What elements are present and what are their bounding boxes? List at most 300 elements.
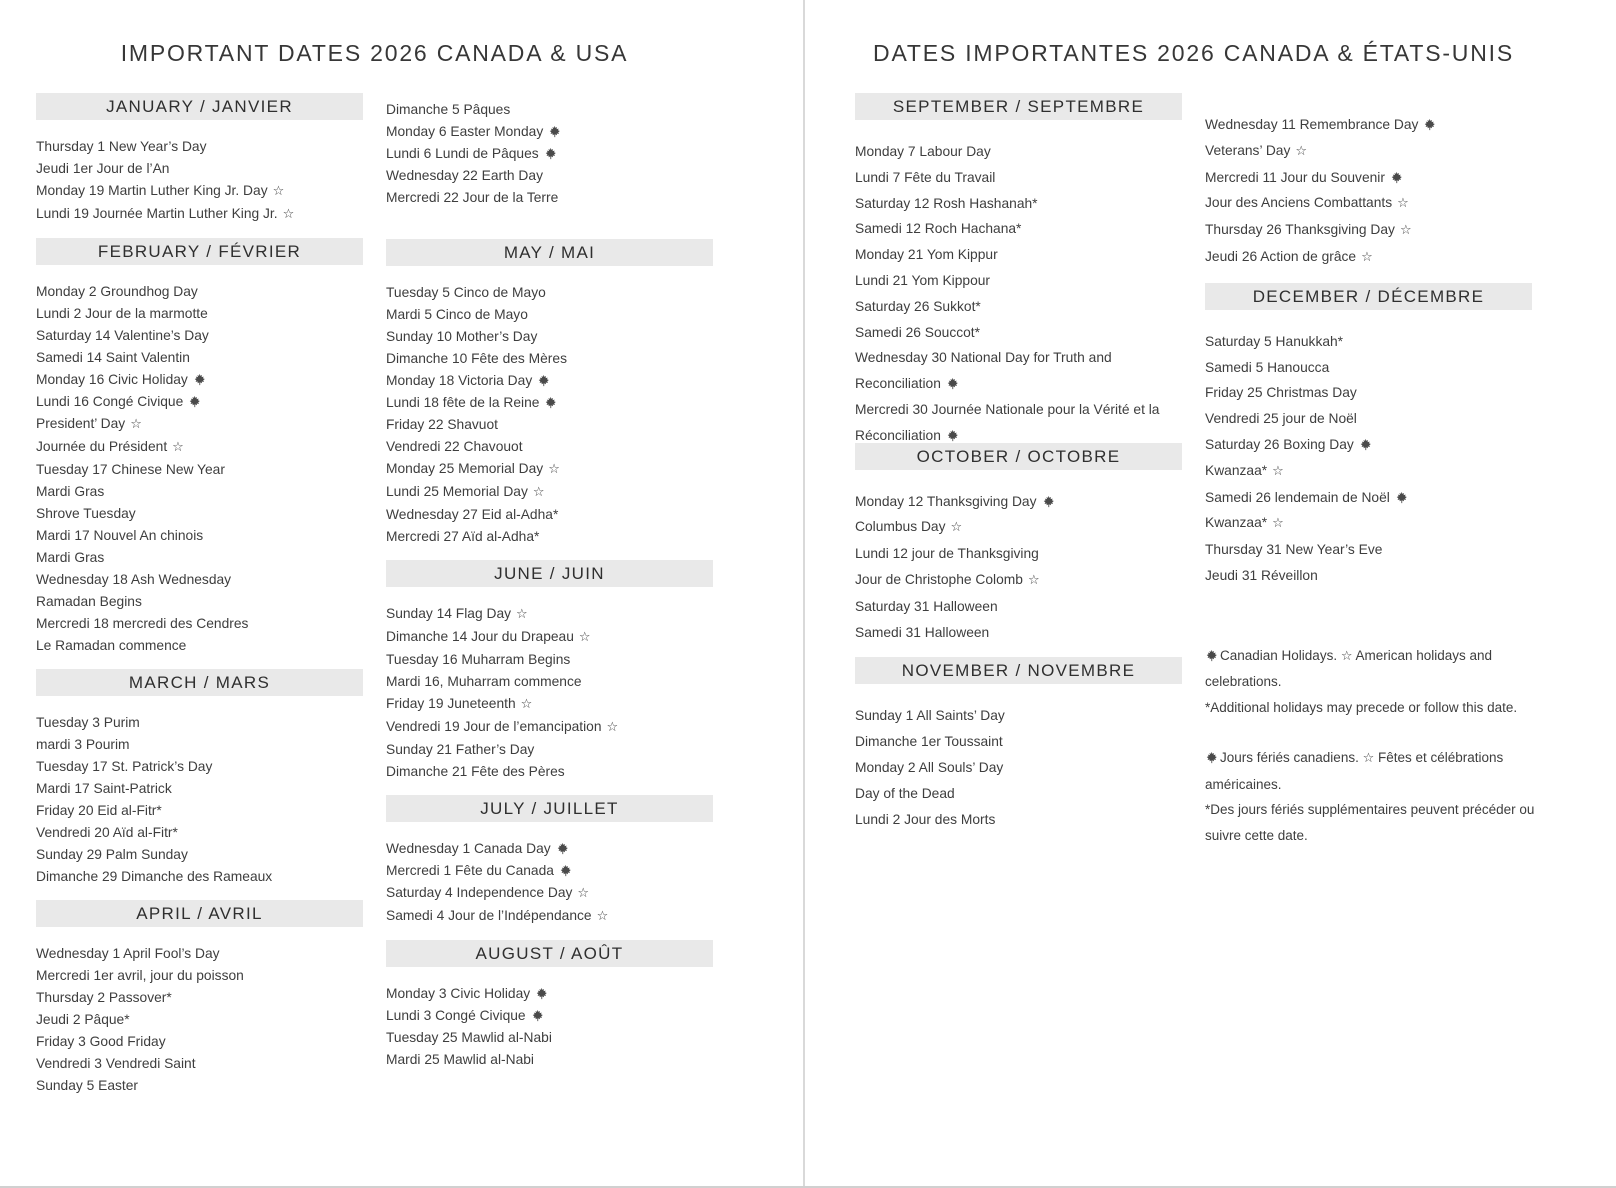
holiday-entry xyxy=(855,567,1182,594)
holiday-entry xyxy=(36,481,363,503)
holiday-entry xyxy=(386,905,713,928)
holiday-entry xyxy=(386,143,713,165)
american-star-icon: ☆ xyxy=(1295,143,1308,159)
holiday-entry xyxy=(1205,432,1532,458)
page-french xyxy=(805,0,1614,1186)
holiday-text: Kwanzaa* xyxy=(1205,462,1268,478)
holiday-entry xyxy=(36,635,363,657)
holiday-entry xyxy=(1205,138,1532,165)
page-content xyxy=(36,40,713,1097)
holiday-text: Saturday 14 Valentine’s Day xyxy=(36,328,209,343)
event-list xyxy=(36,281,363,657)
holiday-entry xyxy=(36,347,363,369)
holiday-entry xyxy=(855,755,1182,781)
holiday-text: Samedi 26 lendemain de Noël xyxy=(1205,489,1390,505)
page-english xyxy=(0,0,805,1186)
holiday-entry xyxy=(386,481,713,504)
holiday-text: Tuesday 17 St. Patrick’s Day xyxy=(36,759,213,774)
holiday-entry xyxy=(855,807,1182,833)
holiday-entry xyxy=(855,320,1182,346)
holiday-text: Monday 21 Yom Kippur xyxy=(855,247,998,263)
month-section xyxy=(855,93,1182,449)
holiday-entry xyxy=(386,326,713,348)
holiday-text: Dimanche 5 Pâques xyxy=(386,102,511,117)
holiday-entry xyxy=(386,671,713,693)
holiday-text: Dimanche 1er Toussaint xyxy=(855,734,1003,750)
holiday-entry xyxy=(855,165,1182,191)
holiday-text: Mardi Gras xyxy=(36,484,105,499)
holiday-text: Sunday 1 All Saints’ Day xyxy=(855,708,1005,724)
month-section xyxy=(386,560,713,783)
holiday-text: Vendredi 20 Aïd al-Fitr* xyxy=(36,825,178,840)
month-header: APRIL / AVRIL xyxy=(36,900,363,927)
holiday-text: Jeudi 26 Action de grâce xyxy=(1205,248,1357,264)
holiday-text: Monday 18 Victoria Day xyxy=(386,373,533,388)
american-star-icon: ☆ xyxy=(596,909,609,924)
canadian-maple-leaf-icon xyxy=(1205,751,1218,764)
american-star-icon: ☆ xyxy=(532,485,545,500)
holiday-text: Saturday 26 Boxing Day xyxy=(1205,436,1354,452)
month-header: NOVEMBER / NOVEMBRE xyxy=(855,657,1182,684)
event-list xyxy=(386,282,713,548)
holiday-text: Kwanzaa* xyxy=(1205,515,1268,531)
legend-text: Jours fériés canadiens. xyxy=(1220,750,1363,766)
holiday-text: Lundi 3 Congé Civique xyxy=(386,1008,526,1023)
holiday-entry xyxy=(36,158,363,180)
canadian-maple-leaf-icon xyxy=(946,429,959,442)
holiday-entry xyxy=(386,526,713,548)
holiday-entry xyxy=(855,139,1182,165)
holiday-entry xyxy=(386,739,713,761)
holiday-text: Lundi 12 jour de Thanksgiving xyxy=(855,546,1039,562)
american-star-icon: ☆ xyxy=(1361,249,1373,265)
holiday-text: Samedi 5 Hanoucca xyxy=(1205,359,1330,375)
holiday-text: Lundi 2 Jour de la marmotte xyxy=(36,306,208,321)
holiday-text: Lundi 25 Memorial Day xyxy=(386,484,528,499)
holiday-entry xyxy=(36,136,363,158)
event-list xyxy=(36,136,363,226)
holiday-entry xyxy=(36,436,363,459)
holiday-entry xyxy=(36,591,363,613)
holiday-entry xyxy=(386,99,713,121)
month-section xyxy=(1205,283,1532,589)
holiday-text: Veterans’ Day xyxy=(1205,142,1291,158)
holiday-text: Friday 25 Christmas Day xyxy=(1205,385,1357,401)
holiday-entry xyxy=(1205,217,1532,244)
holiday-entry xyxy=(386,187,713,209)
holiday-entry xyxy=(386,436,713,458)
holiday-entry xyxy=(36,844,363,866)
canadian-maple-leaf-icon xyxy=(193,373,206,386)
holiday-text: Lundi 18 fête de la Reine xyxy=(386,395,540,410)
column-right xyxy=(1205,93,1535,848)
canadian-maple-leaf-icon xyxy=(531,1009,544,1022)
canadian-maple-leaf-icon xyxy=(556,842,569,855)
month-header: MARCH / MARS xyxy=(36,669,363,696)
page-title-french: DATES IMPORTANTES 2026 CANADA & ÉTATS-UNIS xyxy=(873,40,1514,66)
holiday-entry xyxy=(855,594,1182,620)
holiday-text: Wednesday 11 Remembrance Day xyxy=(1205,117,1419,132)
holiday-text: Mardi 17 Nouvel An chinois xyxy=(36,528,204,543)
holiday-text: Lundi 7 Fête du Travail xyxy=(855,169,996,185)
holiday-text: Dimanche 14 Jour du Drapeau xyxy=(386,629,574,644)
holiday-text: Saturday 26 Sukkot* xyxy=(855,298,981,314)
canadian-maple-leaf-icon xyxy=(535,987,548,1000)
event-list xyxy=(1205,329,1532,589)
holiday-entry xyxy=(1205,485,1532,511)
holiday-entry xyxy=(36,413,363,436)
event-list xyxy=(36,943,363,1097)
month-section xyxy=(36,93,363,226)
american-star-icon: ☆ xyxy=(548,462,560,477)
columns xyxy=(855,93,1535,848)
holiday-text: Mardi 25 Mawlid al-Nabi xyxy=(386,1052,534,1067)
holiday-entry xyxy=(855,620,1182,646)
holiday-text: Monday 3 Civic Holiday xyxy=(386,986,531,1001)
holiday-entry xyxy=(855,345,1182,397)
month-section xyxy=(386,795,713,928)
holiday-entry xyxy=(36,547,363,569)
holiday-entry xyxy=(36,525,363,547)
event-list xyxy=(386,603,713,783)
holiday-entry xyxy=(855,268,1182,294)
holiday-text: Monday 12 Thanksgiving Day xyxy=(855,493,1037,509)
holiday-text: Monday 16 Civic Holiday xyxy=(36,372,188,387)
holiday-entry xyxy=(1205,165,1532,191)
holiday-entry xyxy=(855,514,1182,541)
holiday-entry xyxy=(36,778,363,800)
holiday-text: Tuesday 3 Purim xyxy=(36,715,140,730)
american-star-icon: ☆ xyxy=(1340,648,1353,664)
month-section xyxy=(386,239,713,548)
holiday-text: Wednesday 30 National Day for Truth and Reconciliation xyxy=(855,350,1112,392)
holiday-entry xyxy=(36,822,363,844)
columns xyxy=(36,93,713,1097)
holiday-entry xyxy=(386,882,713,905)
holiday-text: Lundi 19 Journée Martin Luther King Jr. xyxy=(36,206,278,221)
holiday-entry xyxy=(386,348,713,370)
holiday-text: Samedi 31 Halloween xyxy=(855,624,990,640)
holiday-text: Mardi 17 Saint-Patrick xyxy=(36,781,172,796)
holiday-text: Mercredi 30 Journée Nationale pour la Vérité et la Réconciliation xyxy=(855,401,1160,443)
holiday-text: Monday 25 Memorial Day xyxy=(386,461,544,476)
american-star-icon: ☆ xyxy=(172,440,184,455)
holiday-text: Saturday 31 Halloween xyxy=(855,598,998,614)
holiday-text: Le Ramadan commence xyxy=(36,638,187,653)
holiday-entry xyxy=(386,1049,713,1071)
month-section xyxy=(855,657,1182,832)
holiday-text: Vendredi 25 jour de Noël xyxy=(1205,411,1357,427)
holiday-text: Jeudi 31 Réveillon xyxy=(1205,567,1318,583)
holiday-entry xyxy=(36,756,363,778)
canadian-maple-leaf-icon xyxy=(1359,438,1372,451)
legend xyxy=(1205,643,1537,849)
holiday-text: Friday 22 Shavuot xyxy=(386,417,498,432)
column-left xyxy=(855,93,1182,832)
holiday-entry xyxy=(855,489,1182,515)
american-star-icon: ☆ xyxy=(1272,516,1284,532)
american-star-icon: ☆ xyxy=(1399,223,1412,239)
holiday-text: mardi 3 Pourim xyxy=(36,737,130,752)
canadian-maple-leaf-icon xyxy=(188,395,201,408)
holiday-text: Journée du Président xyxy=(36,439,168,454)
holiday-entry xyxy=(36,866,363,888)
canadian-maple-leaf-icon xyxy=(544,147,557,160)
holiday-entry xyxy=(386,983,713,1005)
holiday-text: Wednesday 1 April Fool’s Day xyxy=(36,946,220,961)
legend-paragraph xyxy=(1205,643,1537,695)
holiday-text: Ramadan Begins xyxy=(36,594,142,609)
holiday-text: Wednesday 1 Canada Day xyxy=(386,841,551,856)
holiday-entry xyxy=(36,325,363,347)
holiday-entry xyxy=(36,369,363,391)
holiday-entry xyxy=(36,613,363,635)
holiday-entry xyxy=(36,1075,363,1097)
holiday-text: Samedi 4 Jour de l’Indépendance xyxy=(386,908,592,923)
month-section xyxy=(855,443,1182,646)
holiday-entry xyxy=(36,734,363,756)
legend-text: Canadian Holidays. xyxy=(1220,647,1341,663)
holiday-entry xyxy=(386,121,713,143)
american-star-icon: ☆ xyxy=(950,520,963,536)
legend-paragraph xyxy=(1205,797,1537,848)
american-star-icon: ☆ xyxy=(272,184,285,199)
holiday-entry xyxy=(855,729,1182,755)
holiday-entry xyxy=(36,1009,363,1031)
american-star-icon: ☆ xyxy=(578,630,591,645)
holiday-entry xyxy=(36,987,363,1009)
american-star-icon: ☆ xyxy=(606,720,619,735)
holiday-text: Saturday 4 Independence Day xyxy=(386,885,573,900)
holiday-text: Thursday 31 New Year’s Eve xyxy=(1205,542,1383,558)
holiday-text: Friday 20 Eid al-Fitr* xyxy=(36,803,162,818)
event-list xyxy=(386,99,713,209)
holiday-text: Shrove Tuesday xyxy=(36,506,136,521)
column-left xyxy=(36,93,363,1097)
holiday-text: Dimanche 21 Fête des Pères xyxy=(386,764,565,779)
holiday-text: Vendredi 3 Vendredi Saint xyxy=(36,1056,196,1071)
holiday-entry xyxy=(1205,190,1532,217)
legend-text: *Additional holidays may precede or follow this date. xyxy=(1205,699,1518,715)
holiday-text: Sunday 14 Flag Day xyxy=(386,606,512,621)
holiday-text: Mardi 5 Cinco de Mayo xyxy=(386,307,528,322)
holiday-entry xyxy=(1205,355,1532,381)
holiday-text: Jour des Anciens Combattants xyxy=(1205,195,1393,211)
holiday-text: Wednesday 18 Ash Wednesday xyxy=(36,572,232,587)
month-header: MAY / MAI xyxy=(386,239,713,266)
holiday-entry xyxy=(36,800,363,822)
canadian-maple-leaf-icon xyxy=(1390,171,1403,184)
event-list xyxy=(855,139,1182,449)
holiday-entry xyxy=(36,503,363,525)
holiday-entry xyxy=(386,838,713,860)
holiday-text: Friday 19 Juneteenth xyxy=(386,696,516,711)
holiday-entry xyxy=(386,370,713,392)
legend-block xyxy=(1205,643,1537,721)
holiday-text: Mercredi 11 Jour du Souvenir xyxy=(1205,169,1385,185)
event-list xyxy=(386,983,713,1071)
holiday-entry xyxy=(386,165,713,187)
holiday-entry xyxy=(1205,380,1532,406)
month-header: JULY / JUILLET xyxy=(386,795,713,822)
holiday-entry xyxy=(36,203,363,226)
holiday-entry xyxy=(386,761,713,783)
event-list xyxy=(1205,112,1532,271)
holiday-text: Jeudi 2 Pâque* xyxy=(36,1012,130,1027)
holiday-text: Vendredi 22 Chavouot xyxy=(386,439,523,454)
page-title-english: IMPORTANT DATES 2026 CANADA & USA xyxy=(120,40,629,66)
canadian-maple-leaf-icon xyxy=(559,864,572,877)
holiday-text: Samedi 26 Souccot* xyxy=(855,324,981,340)
holiday-entry xyxy=(36,391,363,413)
holiday-text: Sunday 10 Mother’s Day xyxy=(386,329,538,344)
holiday-text: Tuesday 25 Mawlid al-Nabi xyxy=(386,1030,552,1045)
month-section xyxy=(386,940,713,1071)
canadian-maple-leaf-icon xyxy=(1042,495,1055,508)
holiday-entry xyxy=(386,414,713,436)
month-header: JANUARY / JANVIER xyxy=(36,93,363,120)
holiday-text: Monday 2 All Souls’ Day xyxy=(855,759,1004,775)
holiday-entry xyxy=(36,569,363,591)
month-section xyxy=(36,669,363,888)
holiday-entry xyxy=(855,541,1182,567)
holiday-text: Thursday 26 Thanksgiving Day xyxy=(1205,222,1395,238)
event-list xyxy=(36,712,363,888)
canadian-maple-leaf-icon xyxy=(548,125,561,138)
american-star-icon: ☆ xyxy=(1272,463,1284,479)
holiday-entry xyxy=(386,1027,713,1049)
canadian-maple-leaf-icon xyxy=(544,396,557,409)
holiday-entry xyxy=(36,943,363,965)
american-star-icon: ☆ xyxy=(282,207,295,222)
holiday-text: Sunday 5 Easter xyxy=(36,1078,139,1093)
month-section xyxy=(36,900,363,1097)
american-star-icon: ☆ xyxy=(577,886,590,901)
holiday-entry xyxy=(386,458,713,481)
holiday-text: Wednesday 22 Earth Day xyxy=(386,168,543,183)
holiday-entry xyxy=(1205,112,1532,138)
holiday-entry xyxy=(36,281,363,303)
holiday-text: Saturday 12 Rosh Hashanah* xyxy=(855,195,1038,211)
month-header: AUGUST / AOÛT xyxy=(386,940,713,967)
holiday-entry xyxy=(386,504,713,526)
month-section xyxy=(1205,112,1532,271)
month-header: FEBRUARY / FÉVRIER xyxy=(36,238,363,265)
holiday-text: Sunday 21 Father’s Day xyxy=(386,742,535,757)
holiday-entry xyxy=(36,712,363,734)
holiday-entry xyxy=(855,191,1182,217)
american-star-icon: ☆ xyxy=(1027,572,1040,588)
holiday-entry xyxy=(36,1031,363,1053)
legend-paragraph xyxy=(1205,695,1537,721)
holiday-text: Tuesday 17 Chinese New Year xyxy=(36,462,225,477)
holiday-text: Lundi 6 Lundi de Pâques xyxy=(386,146,539,161)
holiday-text: Dimanche 10 Fête des Mères xyxy=(386,351,567,366)
legend-text: American holidays and celebrations. xyxy=(1205,647,1493,690)
event-list xyxy=(855,489,1182,646)
holiday-entry xyxy=(386,693,713,716)
holiday-text: President’ Day xyxy=(36,416,126,431)
holiday-text: Monday 2 Groundhog Day xyxy=(36,284,198,299)
month-header: JUNE / JUIN xyxy=(386,560,713,587)
holiday-entry xyxy=(386,1005,713,1027)
holiday-text: Mercredi 27 Aïd al-Adha* xyxy=(386,529,540,544)
holiday-entry xyxy=(1205,510,1532,537)
holiday-entry xyxy=(36,180,363,203)
holiday-text: Lundi 16 Congé Civique xyxy=(36,394,184,409)
american-star-icon: ☆ xyxy=(520,697,533,712)
canadian-maple-leaf-icon xyxy=(946,377,959,390)
holiday-text: Mercredi 1er avril, jour du poisson xyxy=(36,968,244,983)
holiday-entry xyxy=(36,965,363,987)
event-list xyxy=(386,838,713,928)
holiday-text: Jeudi 1er Jour de l’An xyxy=(36,161,170,176)
holiday-text: Mercredi 1 Fête du Canada xyxy=(386,863,554,878)
holiday-entry xyxy=(855,216,1182,242)
legend-paragraph xyxy=(1205,745,1537,797)
month-header: DECEMBER / DÉCEMBRE xyxy=(1205,283,1532,310)
holiday-entry xyxy=(36,1053,363,1075)
holiday-text: Dimanche 29 Dimanche des Rameaux xyxy=(36,869,273,884)
holiday-text: Samedi 14 Saint Valentin xyxy=(36,350,190,365)
month-header: OCTOBER / OCTOBRE xyxy=(855,443,1182,470)
holiday-text: Sunday 29 Palm Sunday xyxy=(36,847,188,862)
page-content xyxy=(855,40,1535,848)
holiday-entry xyxy=(1205,244,1532,271)
canadian-maple-leaf-icon xyxy=(537,374,550,387)
holiday-text: Tuesday 16 Muharram Begins xyxy=(386,652,571,667)
holiday-entry xyxy=(855,242,1182,268)
holiday-text: Monday 6 Easter Monday xyxy=(386,124,544,139)
holiday-text: Mardi Gras xyxy=(36,550,105,565)
event-list xyxy=(855,703,1182,832)
holiday-text: Columbus Day xyxy=(855,519,946,535)
american-star-icon: ☆ xyxy=(130,417,142,432)
holiday-entry xyxy=(386,304,713,326)
month-header: SEPTEMBER / SEPTEMBRE xyxy=(855,93,1182,120)
holiday-entry xyxy=(855,703,1182,729)
holiday-text: Mardi 16, Muharram commence xyxy=(386,674,582,689)
holiday-entry xyxy=(386,626,713,649)
canadian-maple-leaf-icon xyxy=(1205,649,1218,662)
holiday-text: Lundi 2 Jour des Morts xyxy=(855,811,996,827)
holiday-text: Mercredi 18 mercredi des Cendres xyxy=(36,616,249,631)
holiday-entry xyxy=(855,294,1182,320)
canadian-maple-leaf-icon xyxy=(1395,491,1408,504)
holiday-entry xyxy=(386,603,713,626)
holiday-text: Thursday 1 New Year’s Day xyxy=(36,139,207,154)
holiday-text: Wednesday 27 Eid al-Adha* xyxy=(386,507,559,522)
holiday-entry xyxy=(1205,329,1532,355)
holiday-entry xyxy=(1205,458,1532,485)
holiday-text: Samedi 12 Roch Hachana* xyxy=(855,221,1022,237)
month-section xyxy=(386,99,713,209)
canadian-maple-leaf-icon xyxy=(1423,118,1436,131)
holiday-entry xyxy=(855,397,1182,449)
holiday-entry xyxy=(1205,406,1532,432)
holiday-text: Monday 19 Martin Luther King Jr. Day xyxy=(36,183,268,198)
holiday-text: Jour de Christophe Colomb xyxy=(855,571,1023,587)
holiday-text: Monday 7 Labour Day xyxy=(855,144,991,159)
holiday-text: Mercredi 22 Jour de la Terre xyxy=(386,190,559,205)
american-star-icon: ☆ xyxy=(1397,196,1409,212)
holiday-entry xyxy=(386,282,713,304)
holiday-entry xyxy=(386,392,713,414)
holiday-text: Vendredi 19 Jour de l’emancipation xyxy=(386,719,602,734)
holiday-entry xyxy=(386,716,713,739)
holiday-text: Lundi 21 Yom Kippour xyxy=(855,272,991,288)
legend-block xyxy=(1205,745,1537,848)
